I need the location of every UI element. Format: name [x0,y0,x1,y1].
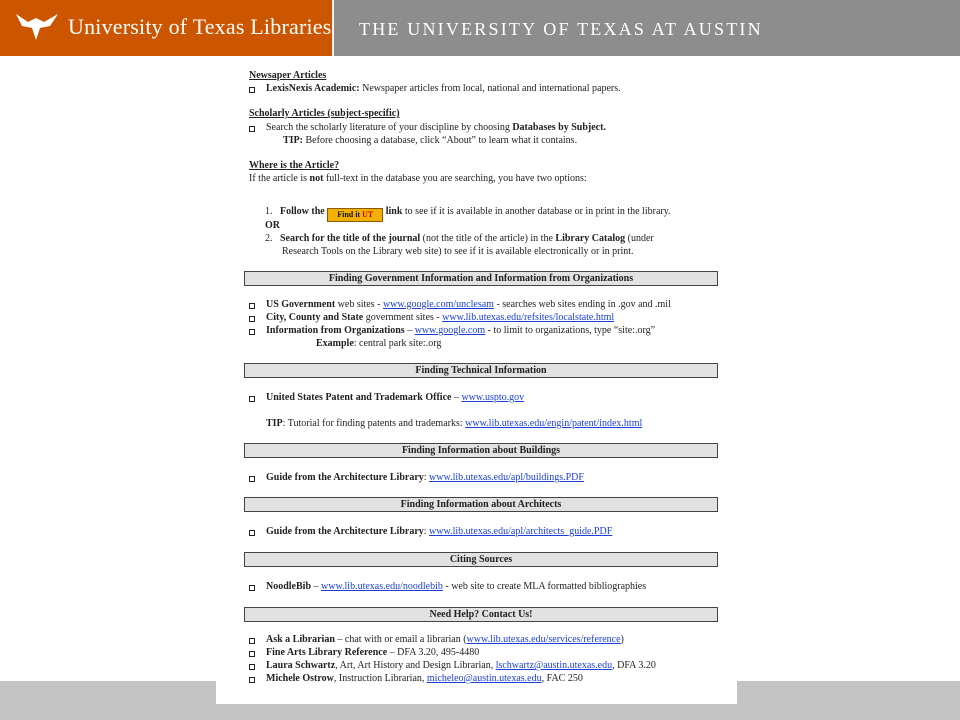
library-name: University of Texas Libraries [68,14,332,39]
library-banner[interactable] [0,0,332,56]
noodlebib-link[interactable]: www.lib.utexas.edu/noodlebib [321,581,443,592]
tech-section-bar: Finding Technical Information [244,363,718,378]
list-item: LexisNexis Academic: Newspaper articles from local, national and international papers. [249,83,621,94]
localstate-link[interactable]: www.lib.utexas.edu/refsites/localstate.html [442,312,615,323]
list-item: Laura Schwartz, Art, Art History and Design Librarian, lschwartz@austin.utexas.edu, DFA 3.20 [249,660,656,671]
patent-tutorial-link[interactable]: www.lib.utexas.edu/engin/patent/index.html [465,418,643,429]
where-heading: Where is the Article? [249,160,340,171]
handout-document [216,56,737,704]
uspto-link[interactable]: www.uspto.gov [461,392,525,403]
example-line: Example: central park site:.org [316,338,442,349]
list-item: United States Patent and Trademark Office – www.uspto.gov [249,392,524,403]
list-item: City, County and State government sites - www.lib.utexas.edu/refsites/localstate.html [249,312,614,323]
architects-guide-link[interactable]: www.lib.utexas.edu/apl/architects_guide.PDF [429,526,613,537]
option-two: 2. Search for the title of the journal (not the title of the article) in the Library Catalog (under [265,233,654,244]
longhorn-logo-icon [14,12,62,42]
university-name[interactable]: THE UNIVERSITY OF TEXAS AT AUSTIN [359,19,763,39]
banner-divider [332,0,334,56]
citing-section-bar: Citing Sources [244,552,718,567]
list-item: US Government web sites - www.google.com/unclesam - searches web sites ending in .gov and .mil [249,299,671,310]
ask-librarian-link[interactable]: www.lib.utexas.edu/services/reference [466,634,621,645]
help-section-bar: Need Help? Contact Us! [244,607,718,622]
list-item: Michele Ostrow, Instruction Librarian, micheleo@austin.utexas.edu, FAC 250 [249,673,583,684]
find-it-ut-button[interactable]: Find it UT [327,208,383,222]
list-item: Information from Organizations – www.google.com - to limit to organizations, type “site:.org” [249,325,655,336]
scholarly-heading: Scholarly Articles (subject-specific) [249,108,400,119]
or-label: OR [265,220,280,231]
list-item: Fine Arts Library Reference – DFA 3.20, 495-4480 [249,647,479,658]
list-item: Guide from the Architecture Library: www.lib.utexas.edu/apl/architects_guide.PDF [249,526,612,537]
list-item: Ask a Librarian – chat with or email a librarian (www.lib.utexas.edu/services/reference) [249,634,624,645]
schwartz-email-link[interactable]: lschwartz@austin.utexas.edu [495,660,613,671]
unclesam-link[interactable]: www.google.com/unclesam [382,299,494,310]
google-link[interactable]: www.google.com [414,325,486,336]
header-banner [0,0,960,56]
list-item: Guide from the Architecture Library: www.lib.utexas.edu/apl/buildings.PDF [249,472,584,483]
buildings-guide-link[interactable]: www.lib.utexas.edu/apl/buildings.PDF [429,472,584,483]
list-item: Search the scholarly literature of your discipline by choosing Databases by Subject. [249,122,606,133]
option-two-cont: Research Tools on the Library web site) to see if it is available electronically or in print. [282,246,634,257]
ostrow-email-link[interactable]: micheleo@austin.utexas.edu [426,673,542,684]
patent-tip-line: TIP: Tutorial for finding patents and trademarks: www.lib.utexas.edu/engin/patent/index.html [266,418,643,429]
buildings-section-bar: Finding Information about Buildings [244,443,718,458]
architects-section-bar: Finding Information about Architects [244,497,718,512]
gov-section-bar: Finding Government Information and Information from Organizations [244,271,718,286]
newspaper-heading: Newsaper Articles [249,70,327,81]
option-one: 1. Follow the Find it UT link to see if it is available in another database or in print in the library. [265,206,671,222]
tip-line: TIP: Before choosing a database, click “About” to learn what it contains. [283,135,578,146]
where-intro: If the article is not full-text in the database you are searching, you have two options: [249,173,587,184]
list-item: NoodleBib – www.lib.utexas.edu/noodlebib - web site to create MLA formatted bibliographies [249,581,646,592]
